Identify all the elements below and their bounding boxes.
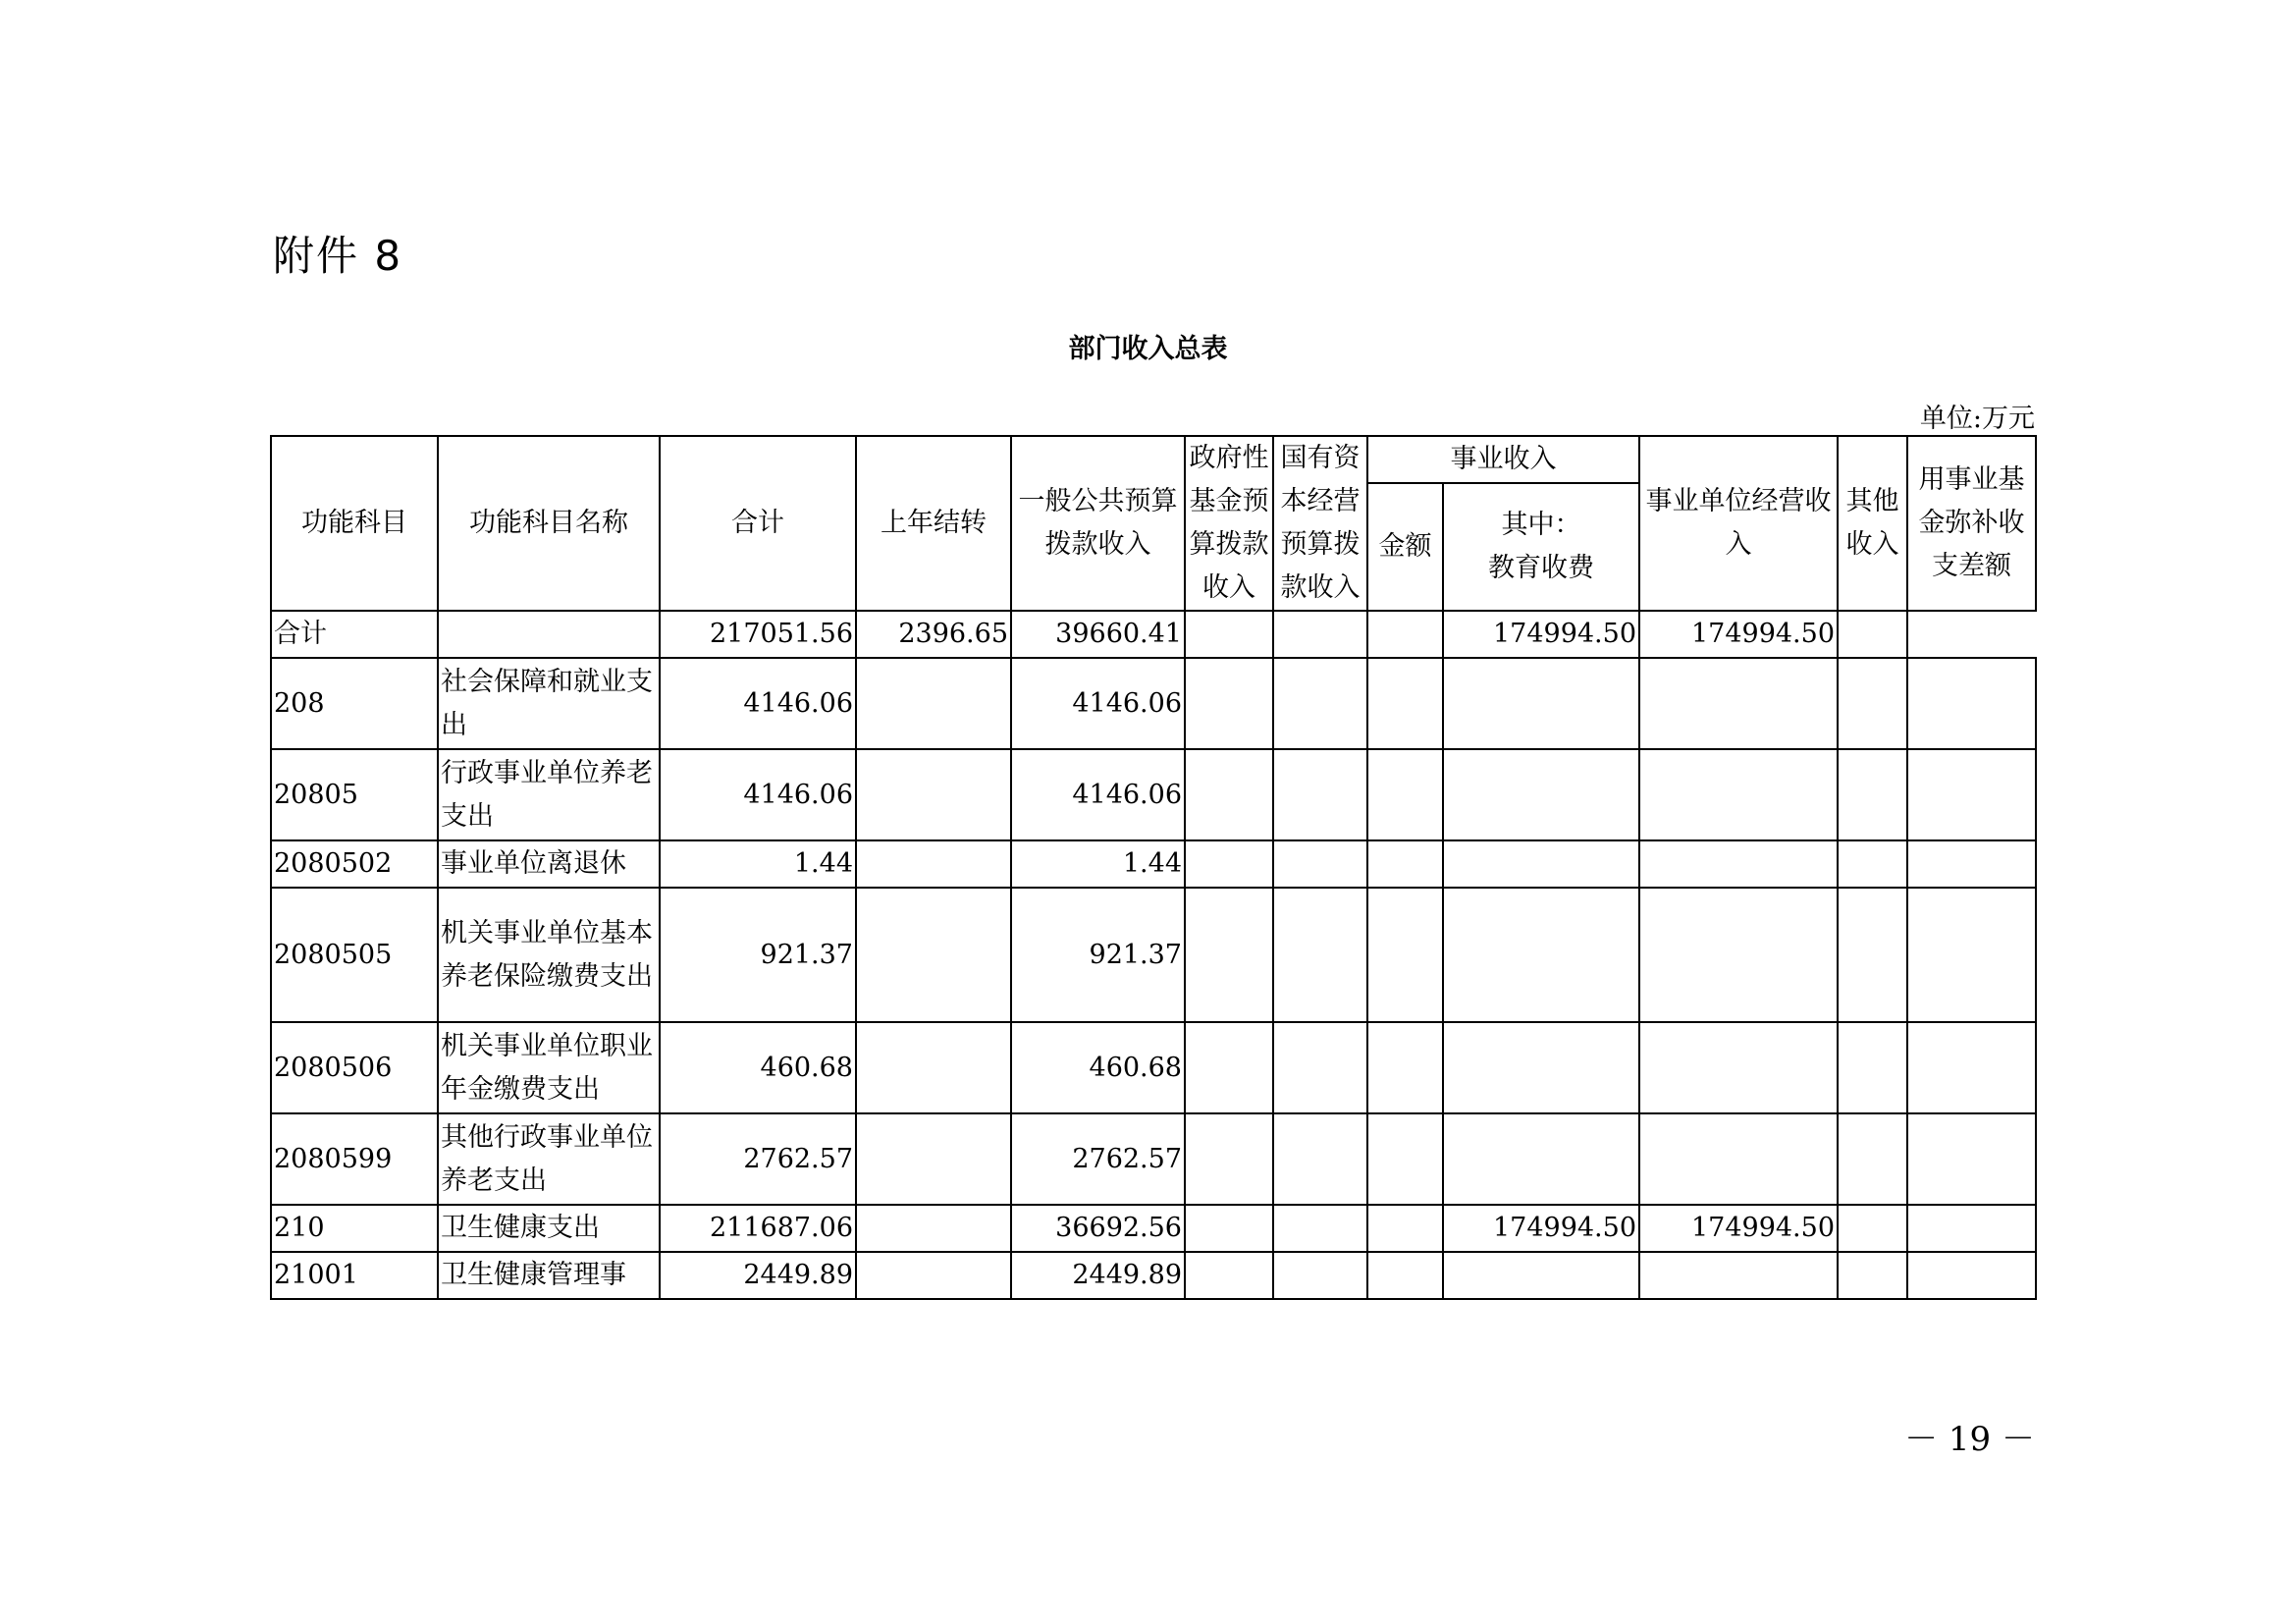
cell-total: 921.37 <box>660 888 856 1022</box>
cell-code: 2080505 <box>271 888 438 1022</box>
cell-total: 460.68 <box>660 1022 856 1113</box>
cell-name: 社会保障和就业支出 <box>438 658 660 749</box>
cell-name: 事业单位离退休 <box>438 840 660 888</box>
cell-general: 39660.41 <box>1011 611 1185 658</box>
cell-state-capital <box>1273 658 1367 749</box>
header-total: 合计 <box>660 436 856 611</box>
header-business-income: 事业收入 <box>1367 436 1639 483</box>
cell-amount <box>1367 611 1443 658</box>
cell-carryover <box>856 888 1011 1022</box>
cell-gov-fund <box>1185 840 1273 888</box>
cell-total: 2449.89 <box>660 1252 856 1299</box>
cell-edu-fee <box>1443 888 1639 1022</box>
cell-code: 2080506 <box>271 1022 438 1113</box>
cell-other <box>1838 888 1907 1022</box>
document-title: 部门收入总表 <box>1068 334 1228 364</box>
header-education-fee-cell <box>1443 483 1639 611</box>
cell-code: 2080502 <box>271 840 438 888</box>
table-row <box>271 1022 2036 1113</box>
header-func-name: 功能科目名称 <box>438 436 660 611</box>
header-operating-income: 事业单位经营收入 <box>1639 436 1838 611</box>
cell-total: 2762.57 <box>660 1113 856 1205</box>
cell-operating <box>1639 840 1838 888</box>
cell-edu-fee <box>1443 1022 1639 1113</box>
cell-name: 机关事业单位基本养老保险缴费支出 <box>438 888 660 1022</box>
header-general-budget: 一般公共预算拨款收入 <box>1011 436 1185 611</box>
cell-gov-fund <box>1185 1113 1273 1205</box>
cell-fund-offset <box>1907 1205 2036 1252</box>
cell-other <box>1838 1113 1907 1205</box>
cell-edu-fee: 174994.50 <box>1443 611 1639 658</box>
cell-carryover <box>856 1022 1011 1113</box>
cell-total: 217051.56 <box>660 611 856 658</box>
attachment-label: 附件 8 <box>273 232 403 280</box>
revenue-table <box>270 435 2037 1300</box>
cell-total: 4146.06 <box>660 749 856 840</box>
table-row <box>271 840 2036 888</box>
cell-carryover <box>856 658 1011 749</box>
cell-other <box>1838 1252 1907 1299</box>
cell-code: 20805 <box>271 749 438 840</box>
cell-name: 卫生健康管理事 <box>438 1252 660 1299</box>
cell-state-capital <box>1273 1205 1367 1252</box>
table-row <box>271 1205 2036 1252</box>
cell-other <box>1838 749 1907 840</box>
cell-code: 合计 <box>271 611 438 658</box>
cell-fund-offset <box>1838 611 1907 658</box>
cell-edu-fee <box>1443 749 1639 840</box>
cell-gov-fund <box>1185 749 1273 840</box>
table-row <box>271 658 2036 749</box>
cell-carryover <box>856 840 1011 888</box>
cell-state-capital <box>1273 1113 1367 1205</box>
cell-general: 460.68 <box>1011 1022 1185 1113</box>
cell-fund-offset <box>1907 888 2036 1022</box>
cell-operating <box>1639 1113 1838 1205</box>
cell-code: 208 <box>271 658 438 749</box>
cell-amount <box>1367 658 1443 749</box>
cell-state-capital <box>1273 611 1367 658</box>
header-other-income: 其他收入 <box>1838 436 1907 611</box>
cell-edu-fee <box>1443 1113 1639 1205</box>
cell-operating: 174994.50 <box>1639 611 1838 658</box>
cell-carryover <box>856 1252 1011 1299</box>
cell-gov-fund <box>1185 1252 1273 1299</box>
table-row <box>271 749 2036 840</box>
cell-code: 21001 <box>271 1252 438 1299</box>
cell-name: 卫生健康支出 <box>438 1205 660 1252</box>
cell-amount <box>1367 749 1443 840</box>
page-number: － 19 － <box>1904 1420 2035 1459</box>
header-carryover: 上年结转 <box>856 436 1011 611</box>
cell-gov-fund <box>1185 1022 1273 1113</box>
cell-code: 210 <box>271 1205 438 1252</box>
table-row <box>271 1113 2036 1205</box>
cell-carryover <box>856 1113 1011 1205</box>
cell-gov-fund <box>1185 1205 1273 1252</box>
table-row <box>271 611 2036 658</box>
cell-general: 921.37 <box>1011 888 1185 1022</box>
cell-general: 2449.89 <box>1011 1252 1185 1299</box>
cell-fund-offset <box>1907 1022 2036 1113</box>
cell-gov-fund <box>1185 658 1273 749</box>
table-row <box>271 888 2036 1022</box>
cell-operating <box>1639 1252 1838 1299</box>
cell-other <box>1838 840 1907 888</box>
cell-operating <box>1639 749 1838 840</box>
cell-name: 机关事业单位职业年金缴费支出 <box>438 1022 660 1113</box>
cell-state-capital <box>1273 1022 1367 1113</box>
table-row <box>271 1252 2036 1299</box>
cell-operating: 174994.50 <box>1639 1205 1838 1252</box>
cell-carryover <box>856 1205 1011 1252</box>
cell-state-capital <box>1273 1252 1367 1299</box>
cell-amount <box>1367 1022 1443 1113</box>
cell-gov-fund <box>1185 888 1273 1022</box>
cell-edu-fee <box>1443 840 1639 888</box>
header-of-which: 其中： <box>1501 510 1581 540</box>
cell-amount <box>1367 840 1443 888</box>
cell-name: 行政事业单位养老支出 <box>438 749 660 840</box>
cell-fund-offset <box>1907 840 2036 888</box>
header-func-code: 功能科目 <box>271 436 438 611</box>
header-amount: 金额 <box>1367 483 1443 611</box>
cell-total: 1.44 <box>660 840 856 888</box>
header-gov-fund: 政府性基金预算拨款收入 <box>1185 436 1273 611</box>
cell-state-capital <box>1273 749 1367 840</box>
cell-amount <box>1367 1252 1443 1299</box>
cell-carryover: 2396.65 <box>856 611 1011 658</box>
cell-total: 211687.06 <box>660 1205 856 1252</box>
cell-code: 2080599 <box>271 1113 438 1205</box>
cell-other <box>1838 1205 1907 1252</box>
cell-amount <box>1367 1205 1443 1252</box>
cell-total: 4146.06 <box>660 658 856 749</box>
cell-fund-offset <box>1907 658 2036 749</box>
cell-operating <box>1639 658 1838 749</box>
unit-label: 单位:万元 <box>1919 404 2035 434</box>
cell-amount <box>1367 1113 1443 1205</box>
cell-fund-offset <box>1907 1252 2036 1299</box>
cell-general: 2762.57 <box>1011 1113 1185 1205</box>
cell-name: 其他行政事业单位养老支出 <box>438 1113 660 1205</box>
cell-edu-fee <box>1443 1252 1639 1299</box>
cell-edu-fee <box>1443 658 1639 749</box>
cell-state-capital <box>1273 840 1367 888</box>
cell-state-capital <box>1273 888 1367 1022</box>
cell-edu-fee: 174994.50 <box>1443 1205 1639 1252</box>
cell-fund-offset <box>1907 749 2036 840</box>
cell-amount <box>1367 888 1443 1022</box>
cell-other <box>1838 658 1907 749</box>
cell-name <box>438 611 660 658</box>
cell-general: 4146.06 <box>1011 658 1185 749</box>
cell-carryover <box>856 749 1011 840</box>
cell-general: 4146.06 <box>1011 749 1185 840</box>
header-fund-offset: 用事业基金弥补收支差额 <box>1907 436 2036 611</box>
cell-operating <box>1639 1022 1838 1113</box>
cell-general: 36692.56 <box>1011 1205 1185 1252</box>
header-education-fee: 教育收费 <box>1488 553 1594 583</box>
cell-fund-offset <box>1907 1113 2036 1205</box>
cell-other <box>1838 1022 1907 1113</box>
header-state-capital: 国有资本经营预算拨款收入 <box>1273 436 1367 611</box>
cell-general: 1.44 <box>1011 840 1185 888</box>
cell-operating <box>1639 888 1838 1022</box>
cell-gov-fund <box>1185 611 1273 658</box>
